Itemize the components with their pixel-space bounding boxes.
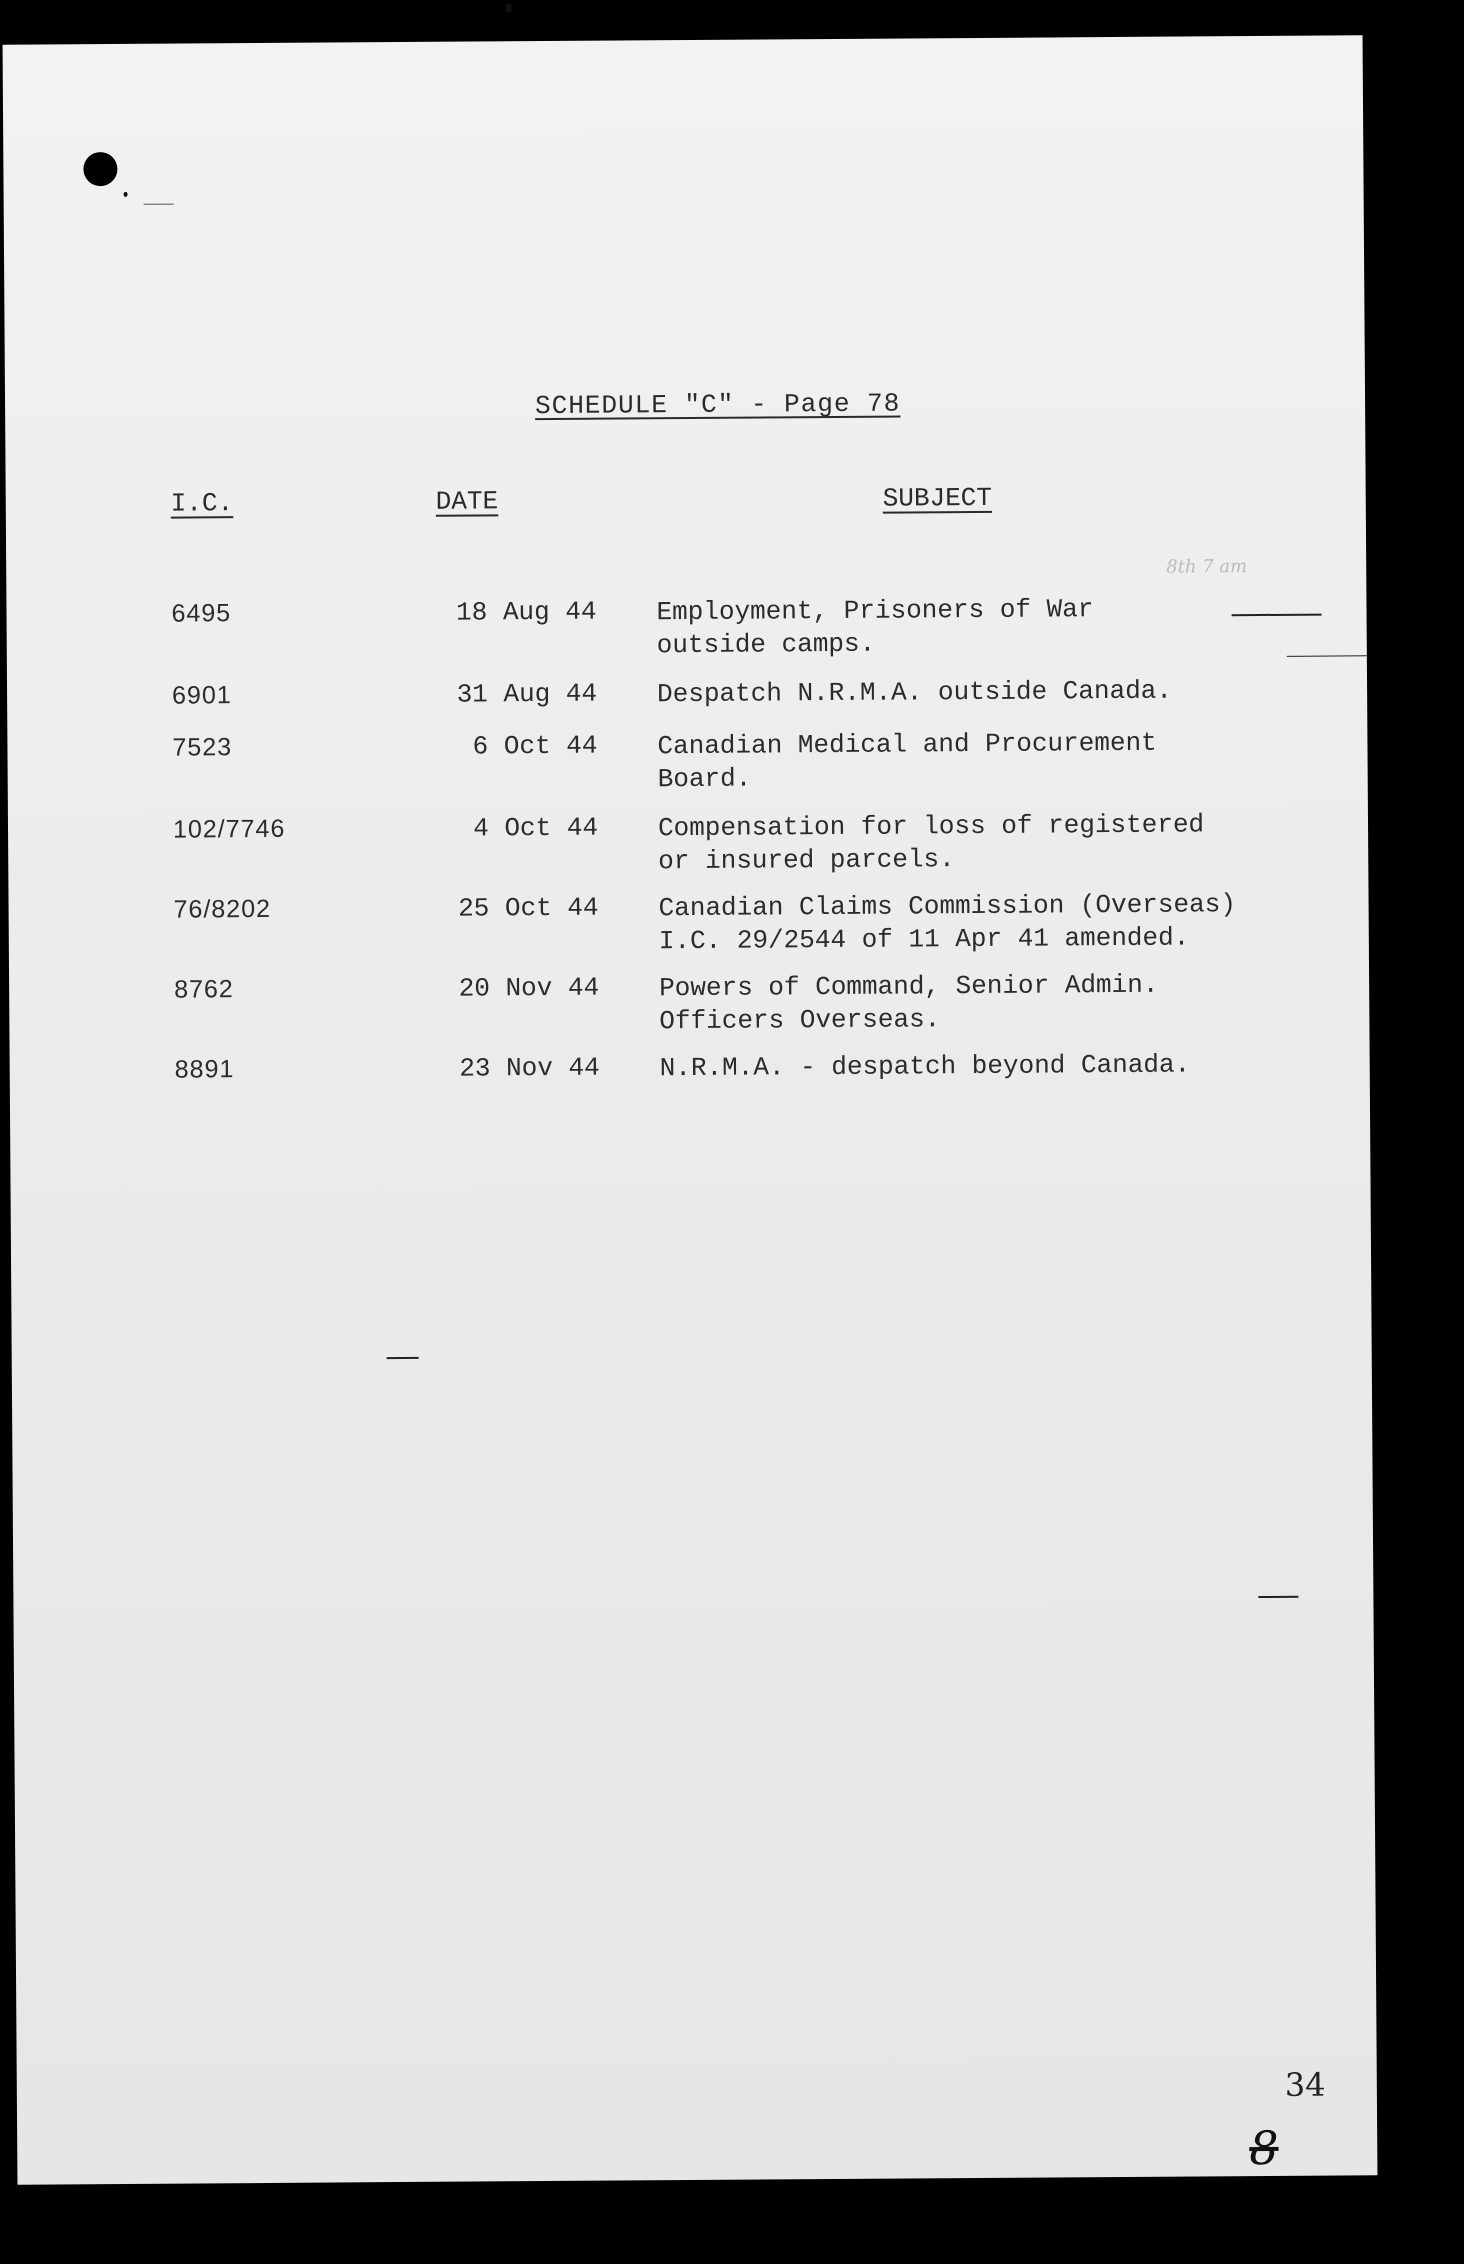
ic-number: 76/8202 — [173, 894, 272, 924]
ic-number: 7523 — [172, 733, 233, 762]
subject-cell: Canadian Claims Commission (Overseas) I.C. 29/2544 of 11 Apr 41 amended. — [658, 889, 1236, 957]
column-header-subject: SUBJECT — [882, 482, 993, 514]
ic-number: 102/7746 — [172, 814, 286, 844]
pencil-annotation: 8th 7 am — [1166, 556, 1248, 578]
date-cell: 18 Aug 44 — [455, 596, 597, 628]
subject-cell: Powers of Command, Senior Admin. Officers Overseas. — [659, 969, 1159, 1037]
table-row — [9, 967, 1369, 1046]
ic-number: 8762 — [174, 975, 234, 1004]
speck — [124, 192, 128, 197]
column-header-ic: I.C. — [170, 488, 234, 519]
document-page — [3, 35, 1378, 2184]
table-row — [8, 887, 1368, 966]
schedule-title: SCHEDULE "C" - Page 78 — [534, 388, 901, 422]
table-row — [7, 725, 1367, 804]
date-cell: 31 Aug 44 — [456, 678, 598, 710]
folio-mark: 8 — [1249, 2120, 1279, 2176]
table-row — [8, 807, 1368, 886]
subject-cell: N.R.M.A. - despatch beyond Canada. — [659, 1049, 1191, 1084]
subject-cell: Employment, Prisoners of War outside camps. — [656, 594, 1094, 661]
date-cell: 4 Oct 44 — [473, 812, 599, 844]
table-row — [10, 1047, 1370, 1126]
table-row — [6, 591, 1366, 670]
subject-cell: Despatch N.R.M.A. outside Canada. — [656, 675, 1173, 710]
column-header-date: DATE — [435, 486, 499, 517]
margin-dash — [387, 1357, 419, 1359]
ic-number: 6901 — [171, 681, 232, 710]
date-cell: 6 Oct 44 — [472, 730, 598, 762]
page-number: 34 — [1284, 2065, 1326, 2104]
punch-hole — [83, 152, 117, 186]
ic-number: 8891 — [174, 1055, 235, 1084]
speck — [505, 4, 512, 12]
date-cell: 25 Oct 44 — [458, 892, 599, 924]
date-cell: 23 Nov 44 — [459, 1052, 600, 1084]
date-cell: 20 Nov 44 — [458, 972, 600, 1004]
margin-dash — [1258, 1596, 1298, 1598]
stray-mark — [144, 204, 174, 205]
subject-cell: Compensation for loss of registered or insured parcels. — [657, 809, 1205, 877]
subject-cell: Canadian Medical and Procurement Board. — [657, 727, 1157, 795]
ic-number: 6495 — [171, 599, 232, 628]
